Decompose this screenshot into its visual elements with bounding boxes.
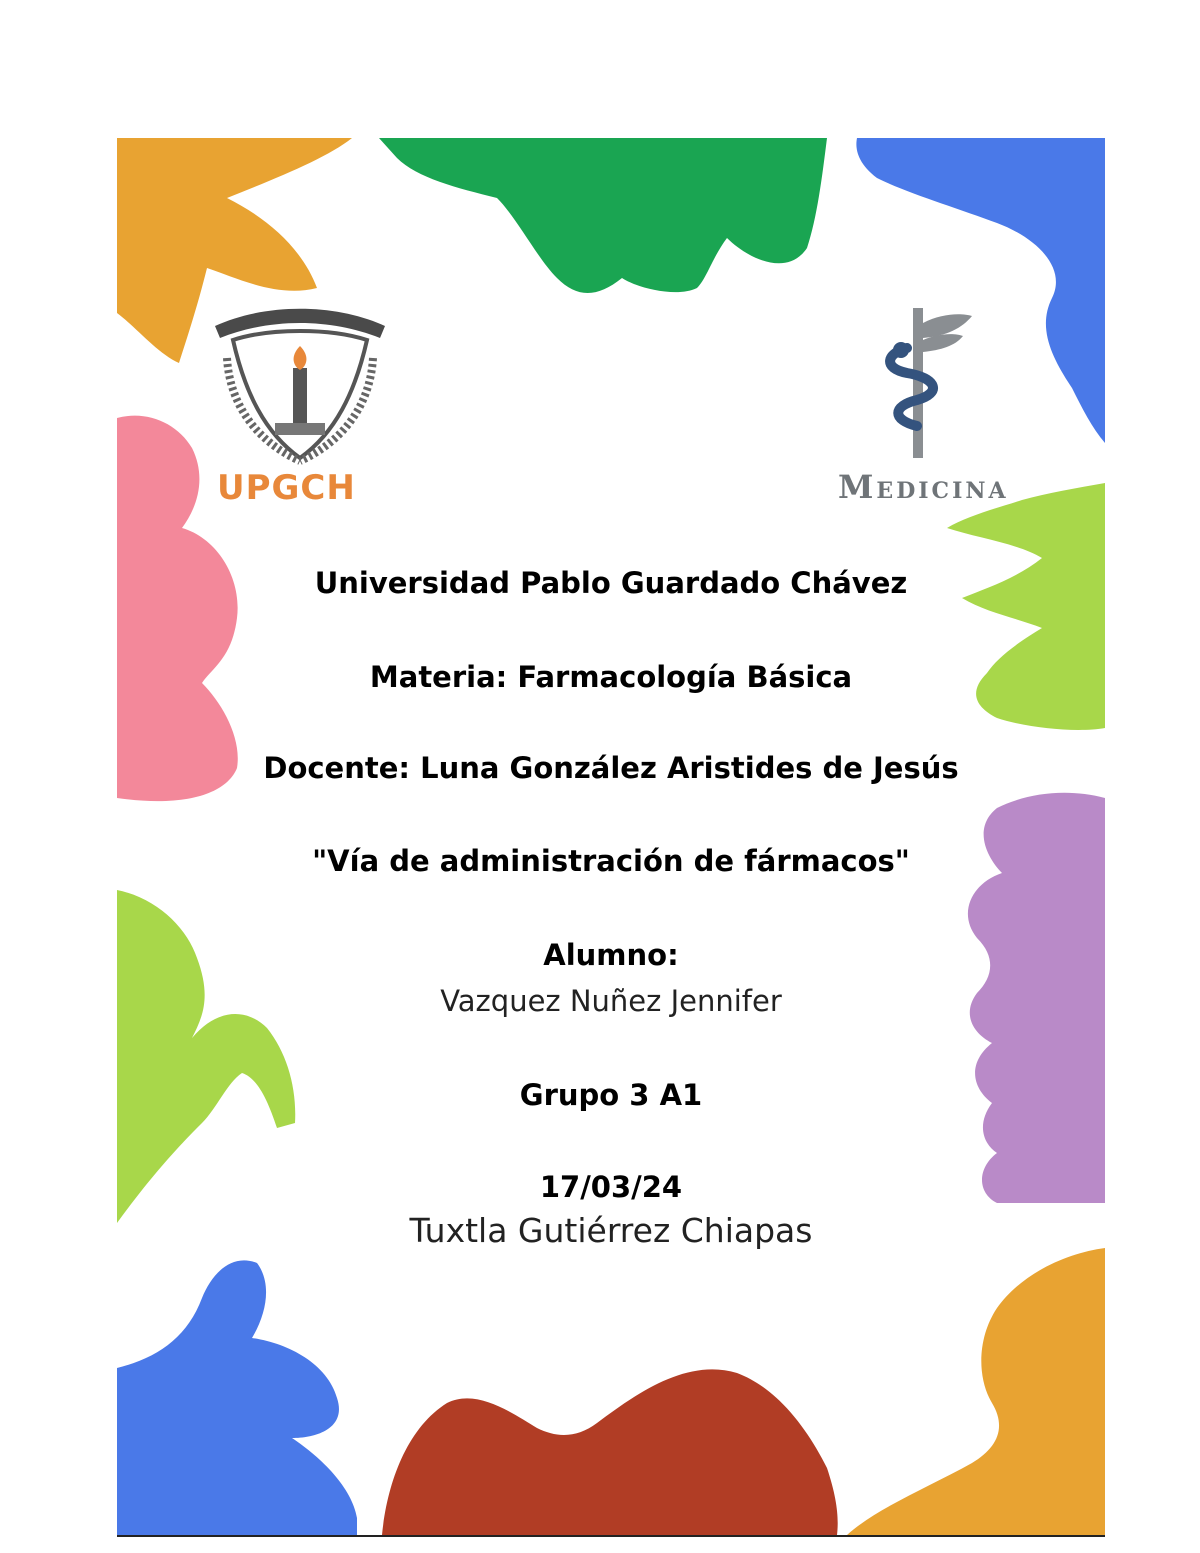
city-line: Tuxtla Gutiérrez Chiapas — [409, 1211, 813, 1250]
teacher-line: Docente: Luna González Aristides de Jesús — [263, 751, 959, 785]
orange-blob-bottom-right — [847, 1248, 1105, 1535]
blue-blob-bottom-left — [117, 1260, 357, 1535]
cover-page — [117, 138, 1105, 1537]
upgch-crest-icon — [205, 298, 395, 468]
medicina-logo-text: Medicina — [838, 468, 1009, 506]
upgch-logo-text: UPGCH — [217, 468, 356, 508]
student-name: Vazquez Nuñez Jennifer — [440, 984, 782, 1018]
brick-blob-bottom — [382, 1369, 838, 1535]
group-line: Grupo 3 A1 — [519, 1078, 703, 1112]
document-title: "Vía de administración de fármacos" — [312, 844, 910, 878]
subject-line: Materia: Farmacología Básica — [369, 660, 853, 694]
medicina-logo — [832, 308, 1009, 508]
date-line: 17/03/24 — [539, 1170, 683, 1204]
upgch-logo — [205, 298, 395, 508]
green-blob-top — [379, 138, 827, 293]
student-label: Alumno: — [543, 938, 679, 972]
caduceus-icon — [867, 308, 977, 458]
university-name: Universidad Pablo Guardado Chávez — [314, 566, 908, 600]
